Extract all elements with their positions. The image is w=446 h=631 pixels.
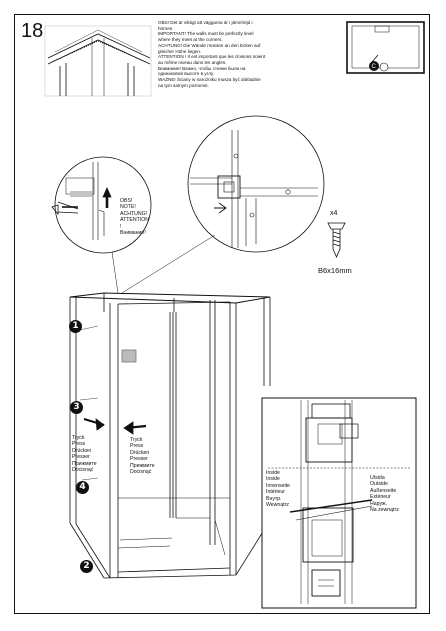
roof-ridge-detail bbox=[45, 26, 151, 96]
outside-label: Utsida Outside Außenseite Extérieur Наруж. Na zewnątrz bbox=[370, 475, 399, 514]
callout-3: 3 bbox=[70, 401, 83, 414]
warning-line: hörnen. bbox=[158, 25, 174, 31]
screw-detail bbox=[328, 223, 345, 257]
screw-quantity: x4 bbox=[330, 210, 338, 217]
warning-line: одинаковой высоте в углу. bbox=[158, 71, 215, 77]
inside-label: Inside Inside Innenseite Intérieur Внутр. Wewnątrz bbox=[266, 470, 290, 509]
push-label-left: Tryck Press Drücken Presser Прижмите Docisnąć bbox=[72, 435, 97, 474]
warning-line: where they meet at the corners. bbox=[158, 37, 223, 43]
note-label: OBS! NOTE! ACHTUNG! ATTENTION ! Внимание! bbox=[120, 198, 150, 237]
warning-line: OBS! Det är viktigt att väggarna är i jämnhöjd i bbox=[158, 20, 253, 25]
detail-circle-right bbox=[188, 116, 324, 252]
callout-2: 2 bbox=[80, 560, 93, 573]
shower-frame bbox=[70, 293, 270, 578]
warning-line: na tym samym poziomie. bbox=[158, 82, 209, 88]
warning-line: WAŻNE! Ściany w narożniku musza być dokladnie bbox=[158, 77, 261, 83]
corner-marker-letter: C bbox=[371, 64, 376, 71]
callout-4: 4 bbox=[76, 481, 89, 494]
warning-line: IMPORTANT! The walls must be perfectly level bbox=[158, 31, 254, 37]
warning-line: ATTENTION ! Il est important que les cloisons soient bbox=[158, 54, 266, 60]
warning-line: ACHTUNG! Die Wände müssen an den Ecken auf bbox=[158, 42, 261, 48]
callout-1: 1 bbox=[69, 320, 82, 333]
push-label-right: Tryck Press Drücken Presser Прижмите Docisnąć bbox=[130, 437, 155, 476]
warning-line: gleicher Höhe liegen. bbox=[158, 48, 202, 54]
warning-line: Внимание! Важно, чтобы стенки были на bbox=[158, 65, 246, 71]
screw-size: B6x16mm bbox=[318, 266, 352, 275]
step-number: 18 bbox=[21, 20, 44, 42]
warning-line: au même niveau dans les angles. bbox=[158, 59, 227, 65]
